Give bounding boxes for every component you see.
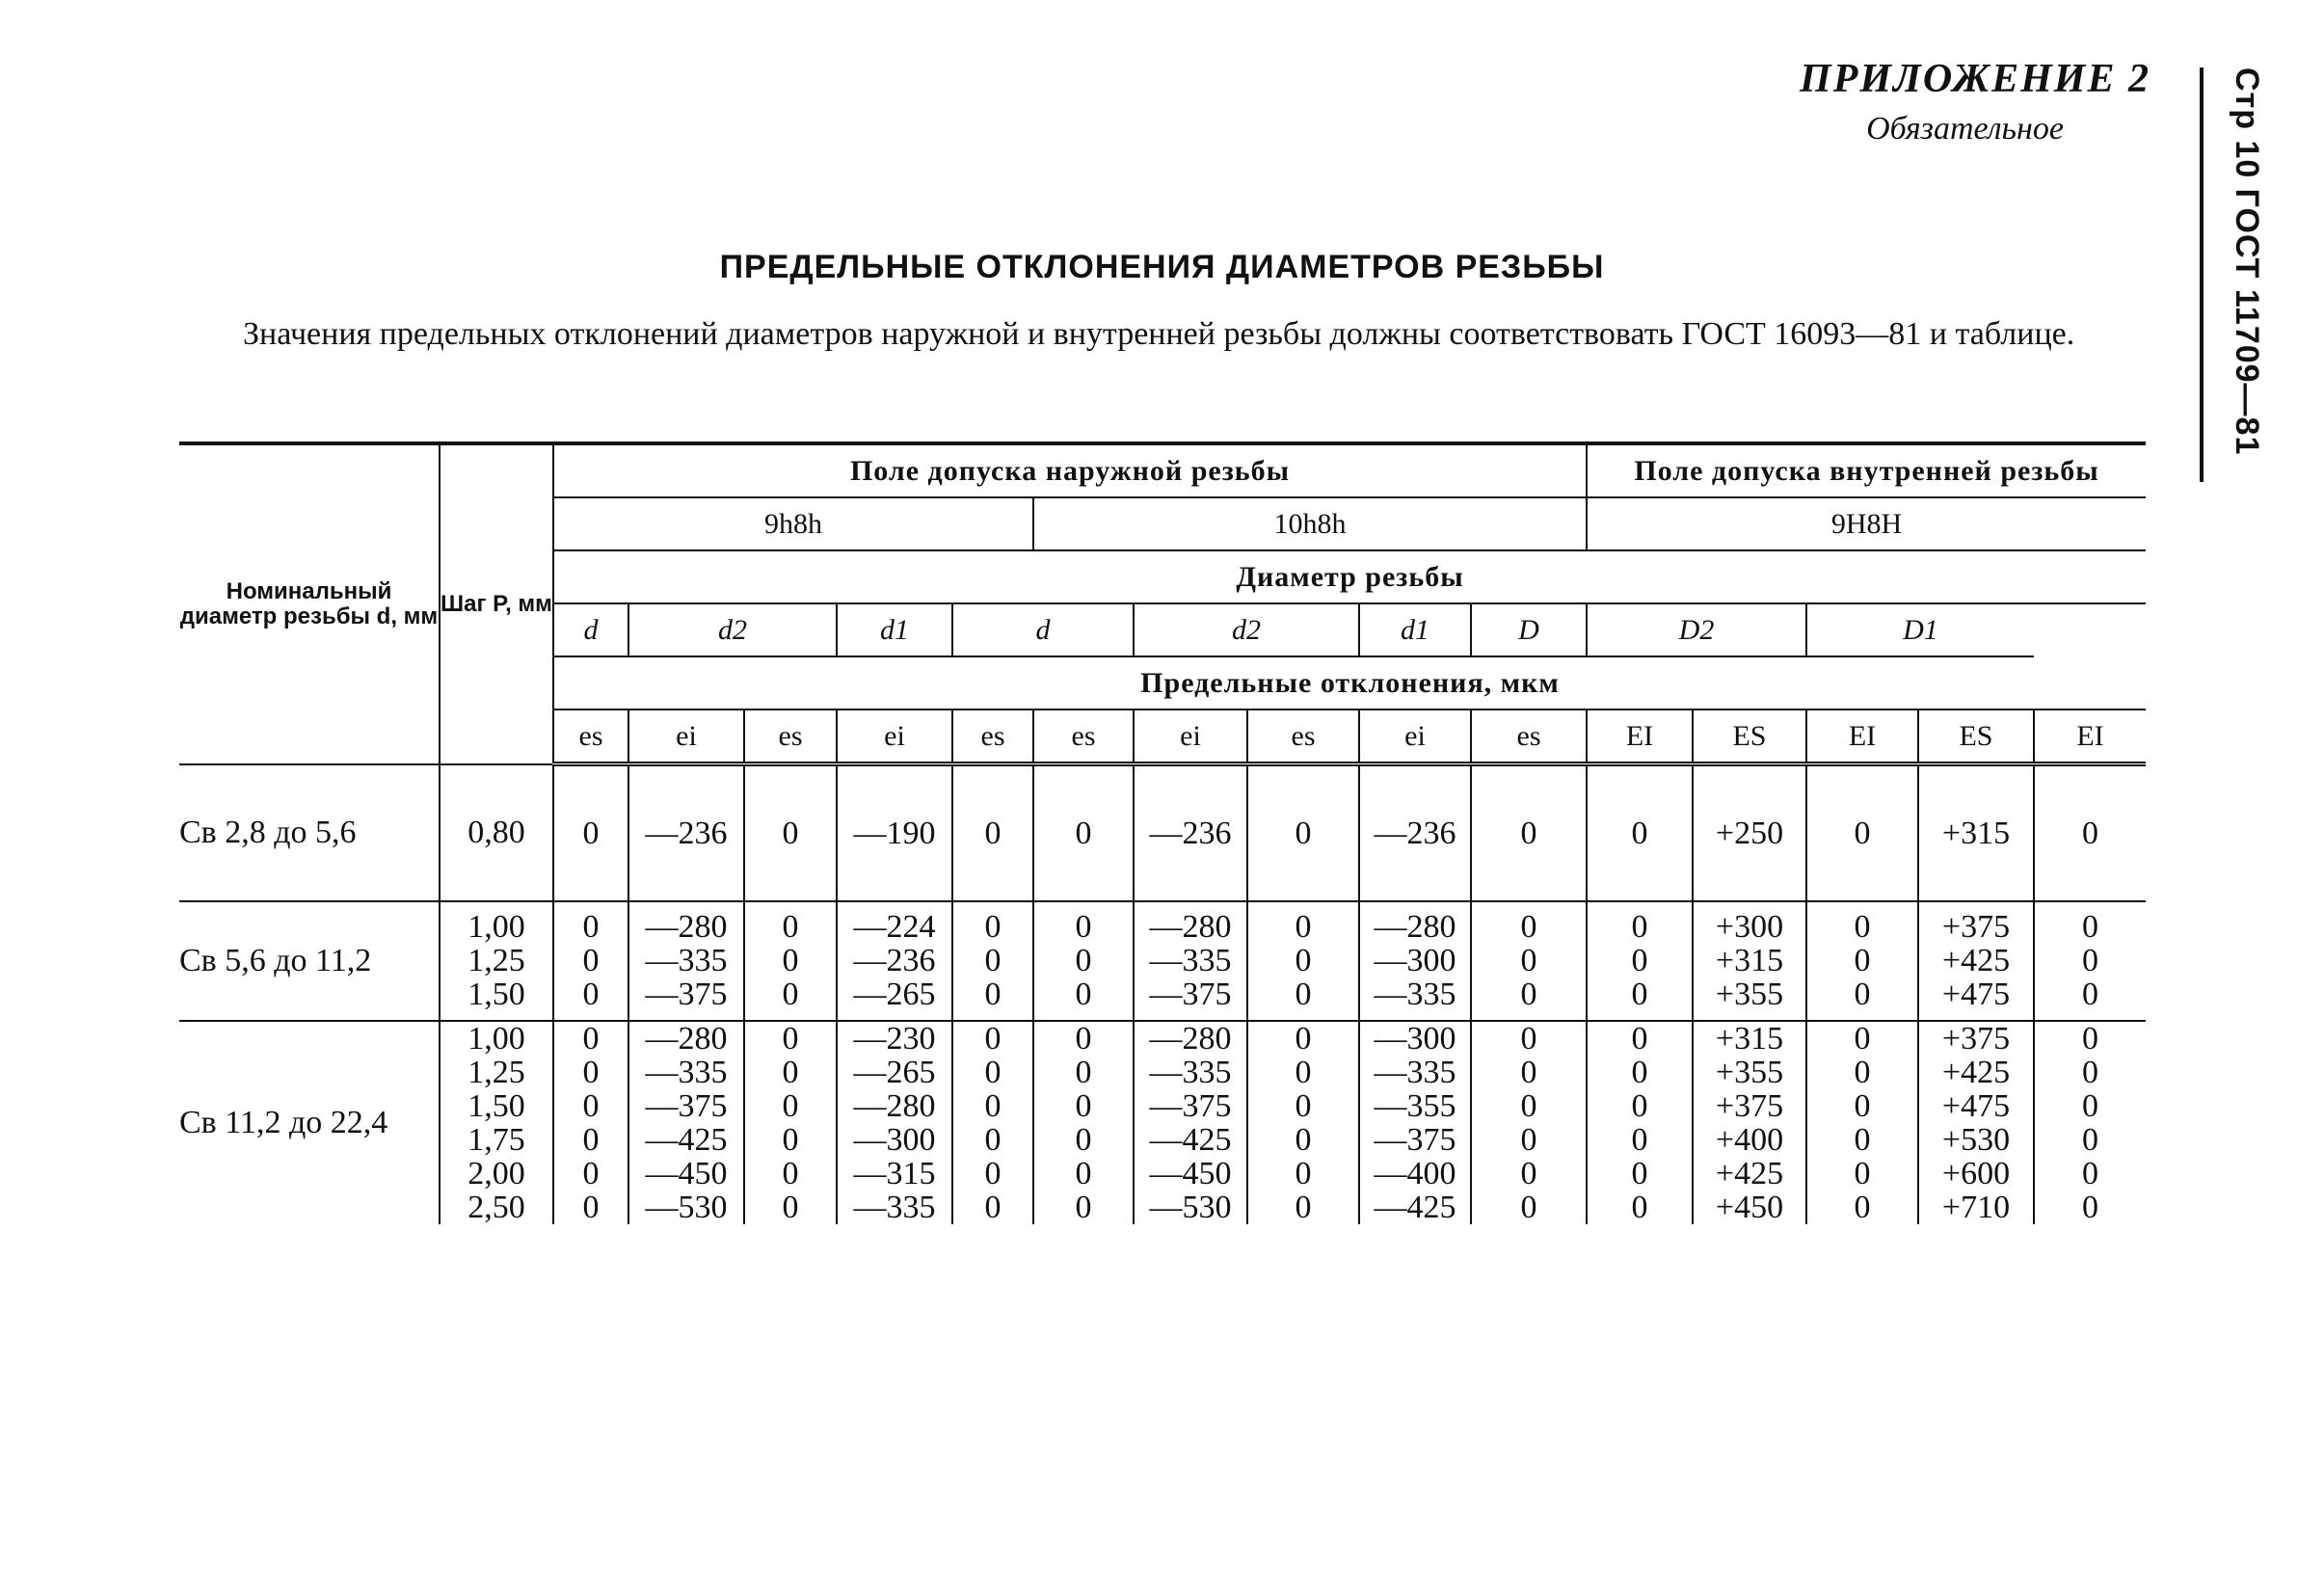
deviation-cell: —280 —335 —375 [1134,901,1247,1021]
nominal-range-cell: Св 11,2 до 22,4 [179,1021,440,1224]
deviation-cell: 0 0 0 [952,901,1033,1021]
pitch-cell: 0,80 [440,764,553,901]
header-diameter-col: d [553,603,628,656]
appendix-subtitle: Обязательное [1866,111,2064,147]
header-deviation-col: EI [2034,709,2146,764]
header-field-9H8H: 9H8H [1587,497,2146,550]
header-diameter-col: d2 [628,603,837,656]
deviation-cell: 0 0 0 [1247,901,1359,1021]
deviation-cell: +250 [1693,764,1806,901]
deviation-cell: +375 +425 +475 [1918,901,2034,1021]
header-deviation-col: ei [837,709,952,764]
header-field-10h8h: 10h8h [1033,497,1587,550]
appendix-title: ПРИЛОЖЕНИЕ 2 [1800,57,2150,101]
deviation-cell: 0 0 0 0 0 0 [1033,1021,1134,1224]
deviation-cell: —236 [628,764,744,901]
header-deviation-col: ei [628,709,744,764]
header-deviation-col: es [744,709,837,764]
intro-paragraph: Значения предельных отклонений диаметров наружной и внутренней резьбы должны соответствовать ГОСТ 16093—81 и таблице. [243,316,2075,352]
deviation-cell: —280 —300 —335 [1359,901,1471,1021]
deviation-cell: 0 [553,764,628,901]
header-deviation-col: EI [1806,709,1918,764]
header-diameter-col: D1 [1806,603,2034,656]
deviation-cell: 0 [1033,764,1134,901]
deviation-cell: +315 +355 +375 +400 +425 +450 [1693,1021,1806,1224]
deviation-cell: 0 [952,764,1033,901]
deviation-cell: —236 [1359,764,1471,901]
deviation-cell: 0 0 0 [1033,901,1134,1021]
side-header-text: Стр 10 ГОСТ 11709—81 [2229,67,2265,456]
deviation-cell: —280 —335 —375 —425 —450 —530 [1134,1021,1247,1224]
deviation-cell: 0 [2034,764,2146,901]
header-diameter-col: D [1471,603,1587,656]
table-row [179,764,2146,901]
deviation-cell: 0 0 0 0 0 0 [744,1021,837,1224]
deviation-cell: 0 0 0 [744,901,837,1021]
deviation-cell: +315 [1918,764,2034,901]
deviation-cell: —300 —335 —355 —375 —400 —425 [1359,1021,1471,1224]
header-external-field: Поле допуска наружной резьбы [553,443,1587,497]
deviation-cell: —224 —236 —265 [837,901,952,1021]
header-diameter-col: d1 [1359,603,1471,656]
deviation-cell: 0 [1247,764,1359,901]
header-pitch: Шаг P, мм [440,443,553,764]
nominal-range-cell: Св 2,8 до 5,6 [179,764,440,901]
header-nominal-diameter: Номинальный диаметр резьбы d, мм [179,443,440,764]
deviation-cell: 0 [1587,764,1693,901]
deviation-cell: —230 —265 —280 —300 —315 —335 [837,1021,952,1224]
header-diameter-col: d [952,603,1134,656]
section-title: ПРЕДЕЛЬНЫЕ ОТКЛОНЕНИЯ ДИАМЕТРОВ РЕЗЬБЫ [719,249,1605,285]
header-deviation-col: ES [1693,709,1806,764]
deviation-cell: 0 0 0 0 0 0 [1471,1021,1587,1224]
deviation-cell: —280 —335 —375 —425 —450 —530 [628,1021,744,1224]
deviation-cell: 0 0 0 0 0 0 [2034,1021,2146,1224]
header-field-9h8h: 9h8h [553,497,1033,550]
deviation-cell: —280 —335 —375 [628,901,744,1021]
header-deviation-col: es [553,709,628,764]
header-deviation-col: es [1247,709,1359,764]
deviation-cell: 0 0 0 [1587,901,1693,1021]
header-diameter-col: D2 [1587,603,1806,656]
deviation-cell: 0 0 0 [2034,901,2146,1021]
header-deviation-col: es [1471,709,1587,764]
deviation-cell: 0 0 0 0 0 0 [952,1021,1033,1224]
deviation-cell: 0 0 0 0 0 0 [1806,1021,1918,1224]
header-deviation-col: EI [1587,709,1693,764]
deviation-cell: 0 0 0 [1806,901,1918,1021]
deviation-cell: 0 [1806,764,1918,901]
deviation-cell: 0 0 0 0 0 0 [553,1021,628,1224]
header-deviations: Предельные отклонения, мкм [553,656,2146,709]
header-internal-field: Поле допуска внутренней резьбы [1587,443,2146,497]
header-deviation-col: ei [1359,709,1471,764]
deviation-cell: —190 [837,764,952,901]
deviation-cell: 0 [1471,764,1587,901]
header-diameter: Диаметр резьбы [553,550,2146,603]
nominal-range-cell: Св 5,6 до 11,2 [179,901,440,1021]
header-diameter-col: d1 [837,603,952,656]
deviation-table [179,442,2146,1224]
deviation-cell: +300 +315 +355 [1693,901,1806,1021]
pitch-cell: 1,00 1,25 1,50 1,75 2,00 2,50 [440,1021,553,1224]
table-row [179,1021,2146,1224]
deviation-cell: 0 [744,764,837,901]
deviation-cell: 0 0 0 [1471,901,1587,1021]
deviation-cell: —236 [1134,764,1247,901]
header-deviation-col: ei [1134,709,1247,764]
header-deviation-col: es [1033,709,1134,764]
table-row [179,901,2146,1021]
header-diameter-col: d2 [1134,603,1359,656]
header-deviation-col: es [952,709,1033,764]
deviation-cell: 0 0 0 0 0 0 [1587,1021,1693,1224]
pitch-cell: 1,00 1,25 1,50 [440,901,553,1021]
deviation-cell: +375 +425 +475 +530 +600 +710 [1918,1021,2034,1224]
header-deviation-col: ES [1918,709,2034,764]
deviation-cell: 0 0 0 [553,901,628,1021]
deviation-cell: 0 0 0 0 0 0 [1247,1021,1359,1224]
